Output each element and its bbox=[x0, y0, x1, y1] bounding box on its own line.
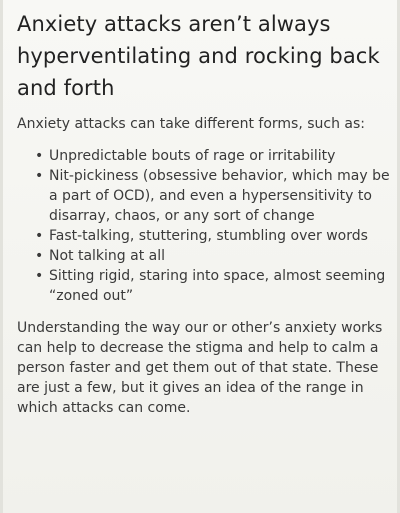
closing-paragraph: Understanding the way our or other’s anxiety works can help to decrease the stigma and help to calm a person faster and get them out of that state. These are just a few, but it gives an idea of the range in which attacks can come. bbox=[17, 320, 383, 416]
list-item-text: Fast-talking, stuttering, stumbling over words bbox=[49, 228, 368, 244]
list-item-text: Not talking at all bbox=[49, 248, 166, 264]
article-content bbox=[17, 8, 391, 418]
bullet-icon: • bbox=[35, 248, 44, 264]
bullet-icon: • bbox=[35, 268, 44, 284]
bullet-icon: • bbox=[35, 228, 44, 244]
list-item bbox=[35, 146, 391, 166]
list-item bbox=[35, 226, 391, 246]
intro-paragraph: Anxiety attacks can take different forms, such as: bbox=[17, 116, 366, 132]
list-item-text: Sitting rigid, staring into space, almost seeming “zoned out” bbox=[49, 268, 386, 304]
list-item bbox=[35, 166, 391, 226]
list-item-text: Unpredictable bouts of rage or irritability bbox=[49, 148, 336, 164]
list-item bbox=[35, 266, 391, 306]
symptom-list bbox=[17, 146, 391, 306]
bullet-icon: • bbox=[35, 168, 44, 184]
list-item-text: Nit-pickiness (obsessive behavior, which may be a part of OCD), and even a hypersensitivity to disarray, chaos, or any sort of change bbox=[49, 168, 390, 224]
list-item bbox=[35, 246, 391, 266]
article-title: Anxiety attacks aren’t always hyperventilating and rocking back and forth bbox=[17, 12, 380, 100]
bullet-icon: • bbox=[35, 148, 44, 164]
